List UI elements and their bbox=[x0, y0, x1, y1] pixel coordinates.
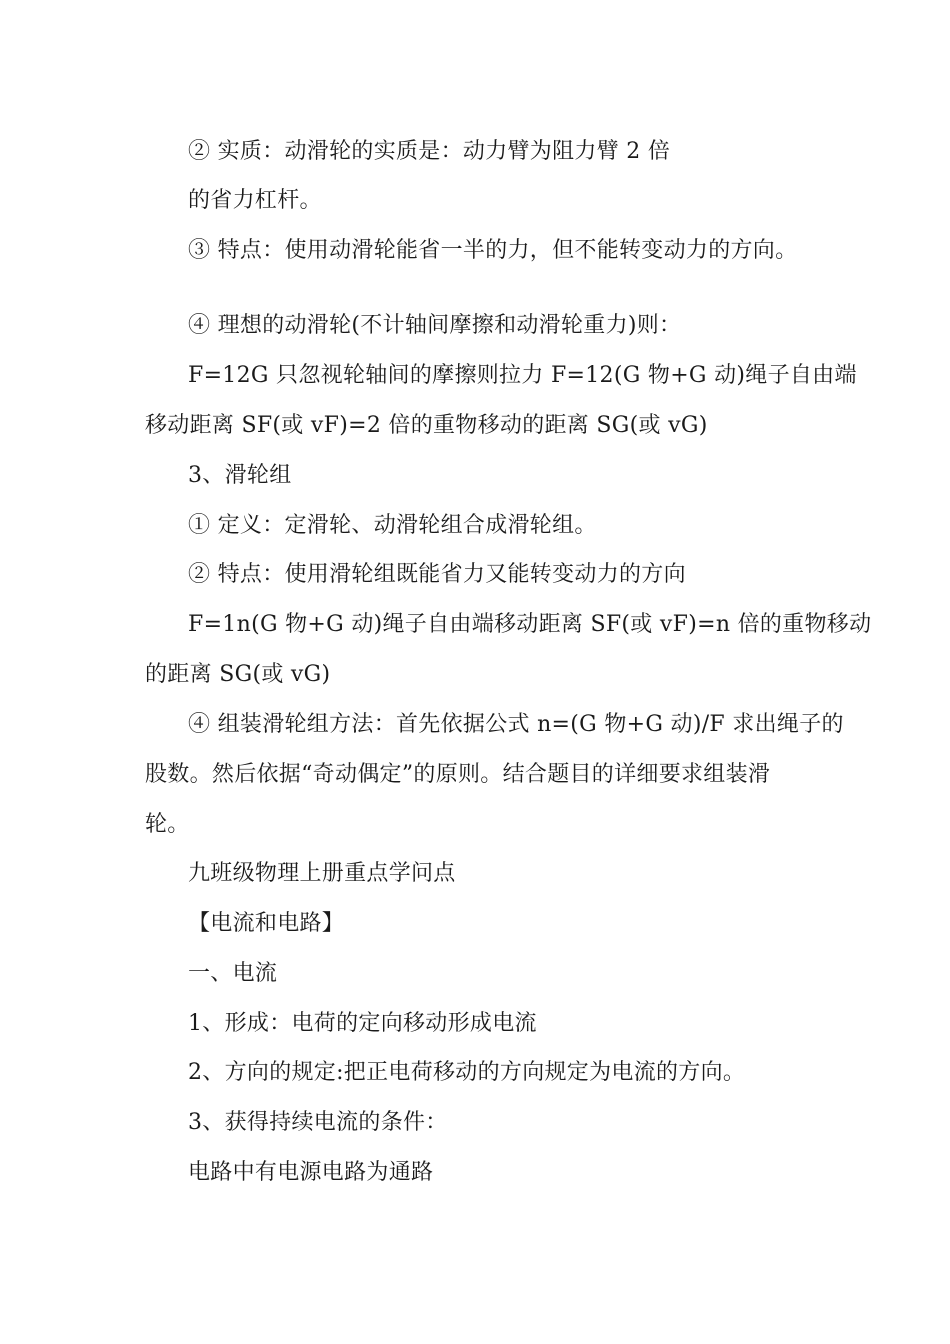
paragraph-line: 电路中有电源电路为通路 bbox=[188, 1160, 434, 1185]
section-title: 九班级物理上册重点学问点 bbox=[188, 861, 456, 886]
paragraph-line: ④ 组装滑轮组方法：首先依据公式 n=(G 物+G 动)/F 求出绳子的 bbox=[188, 712, 844, 737]
section-heading: 3、滑轮组 bbox=[188, 463, 292, 488]
paragraph-line: 的距离 SG(或 vG) bbox=[145, 662, 331, 687]
paragraph-line: ② 特点：使用滑轮组既能省力又能转变动力的方向 bbox=[188, 562, 686, 587]
paragraph-line: 2、方向的规定:把正电荷移动的方向规定为电流的方向。 bbox=[188, 1060, 746, 1085]
paragraph-line: F=12G 只忽视轮轴间的摩擦则拉力 F=12(G 物+G 动)绳子自由端 bbox=[188, 363, 857, 388]
paragraph-line: 股数。然后依据“奇动偶定”的原则。结合题目的详细要求组装滑 bbox=[145, 762, 771, 787]
paragraph-line: 3、获得持续电流的条件： bbox=[188, 1110, 448, 1135]
paragraph-line: 的省力杠杆。 bbox=[188, 188, 322, 213]
paragraph-line: 移动距离 SF(或 vF)=2 倍的重物移动的距离 SG(或 vG) bbox=[145, 413, 708, 438]
paragraph-line: ③ 特点：使用动滑轮能省一半的力，但不能转变动力的方向。 bbox=[188, 238, 798, 263]
section-heading: 【电流和电路】 bbox=[188, 911, 345, 936]
paragraph-line: ① 定义：定滑轮、动滑轮组合成滑轮组。 bbox=[188, 513, 597, 538]
paragraph-line: ④ 理想的动滑轮(不计轴间摩擦和动滑轮重力)则： bbox=[188, 313, 682, 338]
paragraph-line: 1、形成：电荷的定向移动形成电流 bbox=[188, 1011, 537, 1036]
section-heading: 一、电流 bbox=[188, 961, 278, 986]
paragraph-line: ② 实质：动滑轮的实质是：动力臂为阻力臂 2 倍 bbox=[188, 139, 671, 164]
paragraph-line: F=1n(G 物+G 动)绳子自由端移动距离 SF(或 vF)=n 倍的重物移动 bbox=[188, 612, 872, 637]
paragraph-line: 轮。 bbox=[145, 812, 190, 837]
